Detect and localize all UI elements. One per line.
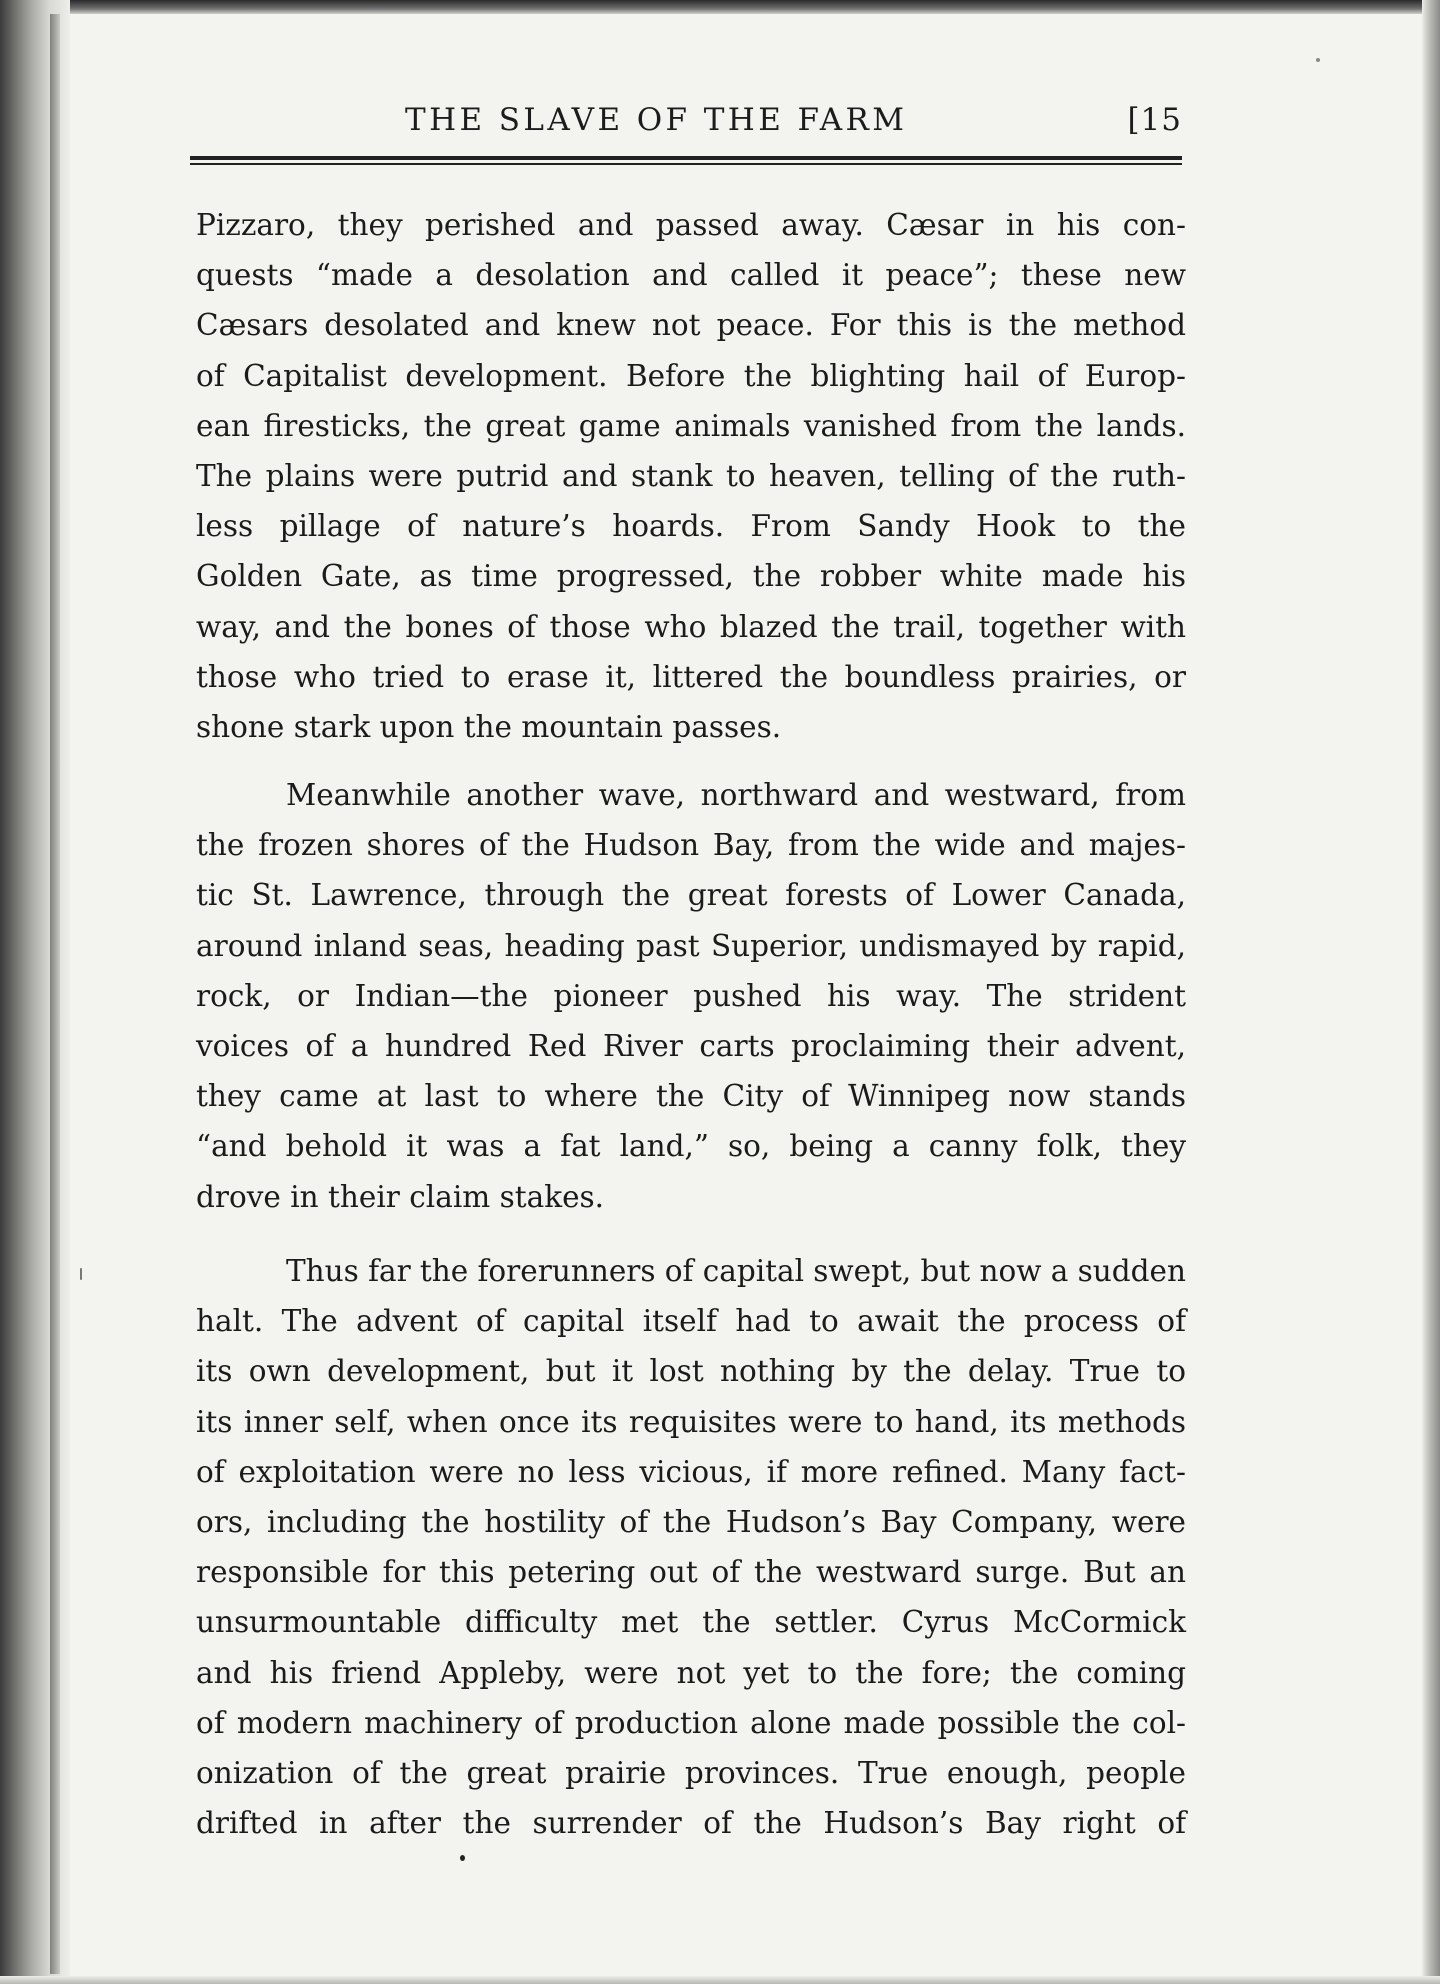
- spine-shadow: [50, 14, 60, 1974]
- text-line: tic St. Lawrence, through the great forests of Lower Canada,: [196, 878, 1186, 913]
- text-line: Golden Gate, as time progressed, the robber white made his: [196, 559, 1186, 594]
- ink-speck: [460, 1855, 465, 1861]
- text-line: Cæsars desolated and knew not peace. For this is the method: [196, 308, 1186, 343]
- running-head: [190, 98, 1182, 148]
- text-line: rock, or Indian—the pioneer pushed his way. The strident: [196, 978, 1186, 1013]
- paragraph-3: [196, 1246, 1186, 1848]
- text-line: Thus far the forerunners of capital swept, but now a sudden: [286, 1254, 1186, 1288]
- paragraph-1: [196, 200, 1186, 752]
- page-bottom-edge: [0, 1976, 1440, 1984]
- text-line: they came at last to where the City of Winnipeg now stands: [196, 1079, 1186, 1114]
- running-title: THE SLAVE OF THE FARM: [405, 102, 908, 138]
- text-line: responsible for this petering out of the westward surge. But an: [196, 1555, 1186, 1590]
- text-line: its inner self, when once its requisites were to hand, its methods: [196, 1404, 1186, 1439]
- paragraph-2: [196, 770, 1186, 1222]
- text-line: unsurmountable difficulty met the settler. Cyrus McCormick: [196, 1605, 1186, 1640]
- text-line: Pizzaro, they perished and passed away. Cæsar in his con-: [196, 208, 1186, 242]
- page-right-edge: [1422, 0, 1440, 1984]
- text-line: voices of a hundred Red River carts proclaiming their advent,: [196, 1029, 1186, 1064]
- text-line: of modern machinery of production alone made possible the col-: [196, 1705, 1186, 1740]
- text-line: around inland seas, heading past Superior, undismayed by rapid,: [196, 928, 1186, 963]
- text-line: onization of the great prairie provinces. True enough, people: [196, 1756, 1186, 1791]
- text-line: those who tried to erase it, littered the boundless prairies, or: [196, 659, 1186, 694]
- text-line: drove in their claim stakes.: [196, 1179, 605, 1214]
- text-line: drifted in after the surrender of the Hudson’s Bay right of: [196, 1806, 1186, 1841]
- text-line: quests “made a desolation and called it peace”; these new: [196, 258, 1186, 293]
- text-line: of Capitalist development. Before the blighting hail of Europ-: [196, 358, 1186, 393]
- text-line: way, and the bones of those who blazed the trail, together with: [196, 609, 1186, 644]
- text-line: “and behold it was a fat land,” so, being a canny folk, they: [196, 1129, 1186, 1164]
- text-line: its own development, but it lost nothing by the delay. True to: [196, 1354, 1186, 1389]
- text-line: ean firesticks, the great game animals vanished from the lands.: [196, 408, 1186, 443]
- dust-speck: [1316, 58, 1320, 62]
- page-number: [15: [1127, 102, 1182, 138]
- page-top-edge: [0, 0, 1440, 14]
- header-double-rule: [190, 156, 1182, 165]
- text-line: of exploitation were no less vicious, if more refined. Many fact-: [196, 1454, 1186, 1489]
- text-line: shone stark upon the mountain passes.: [196, 710, 782, 745]
- text-line: the frozen shores of the Hudson Bay, from the wide and majes-: [196, 828, 1186, 863]
- margin-mark: [80, 1268, 82, 1280]
- text-line: ors, including the hostility of the Hudson’s Bay Company, were: [196, 1505, 1186, 1540]
- text-line: Meanwhile another wave, northward and westward, from: [286, 778, 1186, 812]
- text-line: and his friend Appleby, were not yet to the fore; the coming: [196, 1655, 1186, 1690]
- text-line: less pillage of nature’s hoards. From Sandy Hook to the: [196, 509, 1186, 544]
- text-line: halt. The advent of capital itself had to await the process of: [196, 1304, 1186, 1339]
- text-line: The plains were putrid and stank to heaven, telling of the ruth-: [196, 459, 1186, 494]
